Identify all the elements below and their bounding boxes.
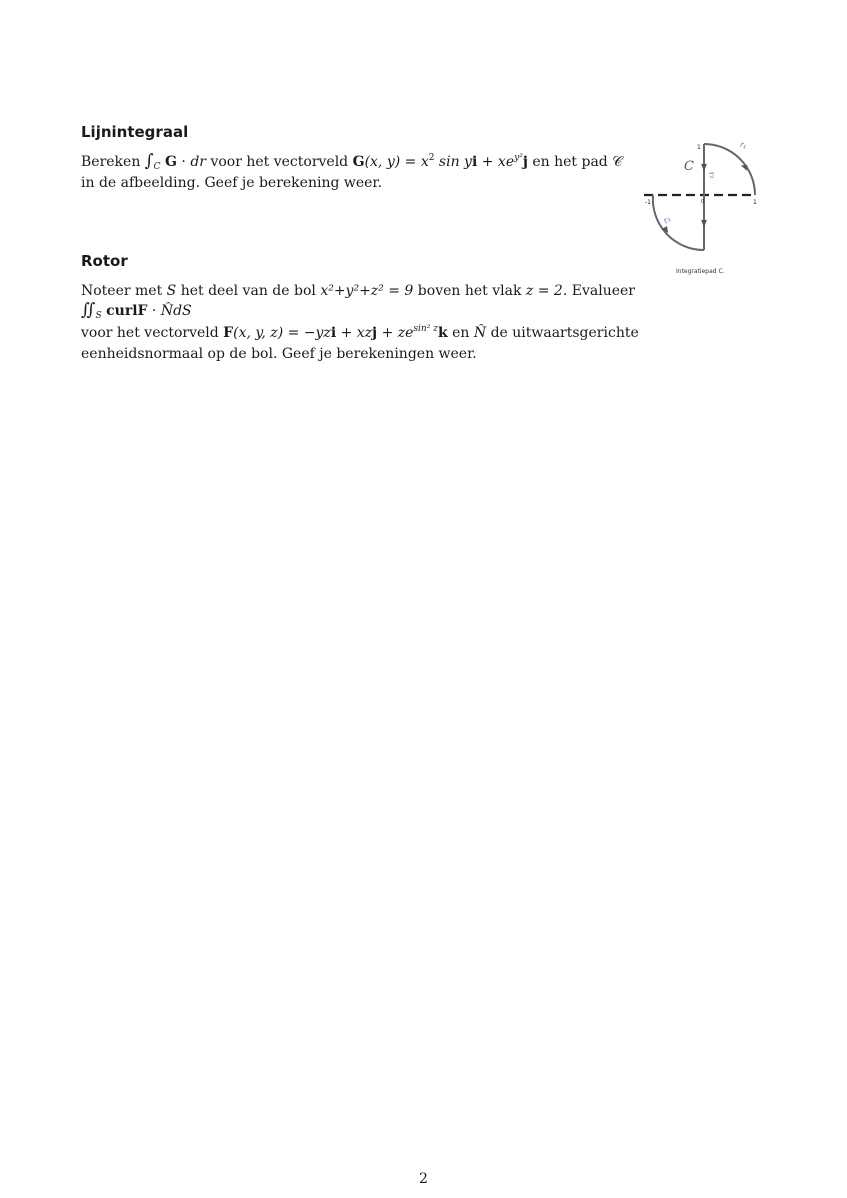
section-heading-rotor: Rotor: [81, 252, 128, 270]
arc-r3: [653, 195, 704, 250]
tick-label-center: 0: [701, 199, 705, 205]
rotor-line-2: $∬_S$ curlF · N̂dS: [81, 300, 192, 321]
rotor-line-4: eenheidsnormaal op de bol. Geef je berekeningen weer.: [81, 346, 477, 362]
lijnintegraal-line-1: Bereken $\int_C$ G · dr voor het vectorveld G(x, $y) = x^2$ sin yi + $xe^{y^2}j$ en het pad 𝒞: [81, 151, 623, 172]
rotor-line-3: voor het vectorveld F(x, y, z) = −yzi + xzj + $ze^{sin^2 z}k$ en N̂ de uitwaartsgerichte: [81, 324, 639, 341]
tick-label-top: 1: [697, 144, 701, 151]
integration-path-figure: [640, 134, 765, 284]
label-r1: r₁: [738, 139, 749, 151]
label-r2: r₂: [706, 170, 718, 180]
arrow-r2-upper: [701, 164, 707, 171]
curve-label-c: C: [684, 159, 694, 174]
arc-r1: [704, 144, 755, 195]
arrow-r2-lower: [701, 220, 707, 227]
figure-caption: Integratiepad C.: [676, 268, 725, 275]
page-number: 2: [419, 1171, 428, 1187]
tick-label-left: -1: [645, 199, 651, 206]
section-heading-lijnintegraal: Lijnintegraal: [81, 123, 189, 141]
tick-label-right: 1: [753, 199, 757, 206]
rotor-line-1: Noteer met S het deel van de bol x²+y²+z² = 9 boven het vlak z = 2. Evalueer: [81, 283, 635, 299]
label-r3: r₃: [662, 214, 673, 226]
lijnintegraal-line-2: in de afbeelding. Geef je berekening weer.: [81, 175, 383, 191]
